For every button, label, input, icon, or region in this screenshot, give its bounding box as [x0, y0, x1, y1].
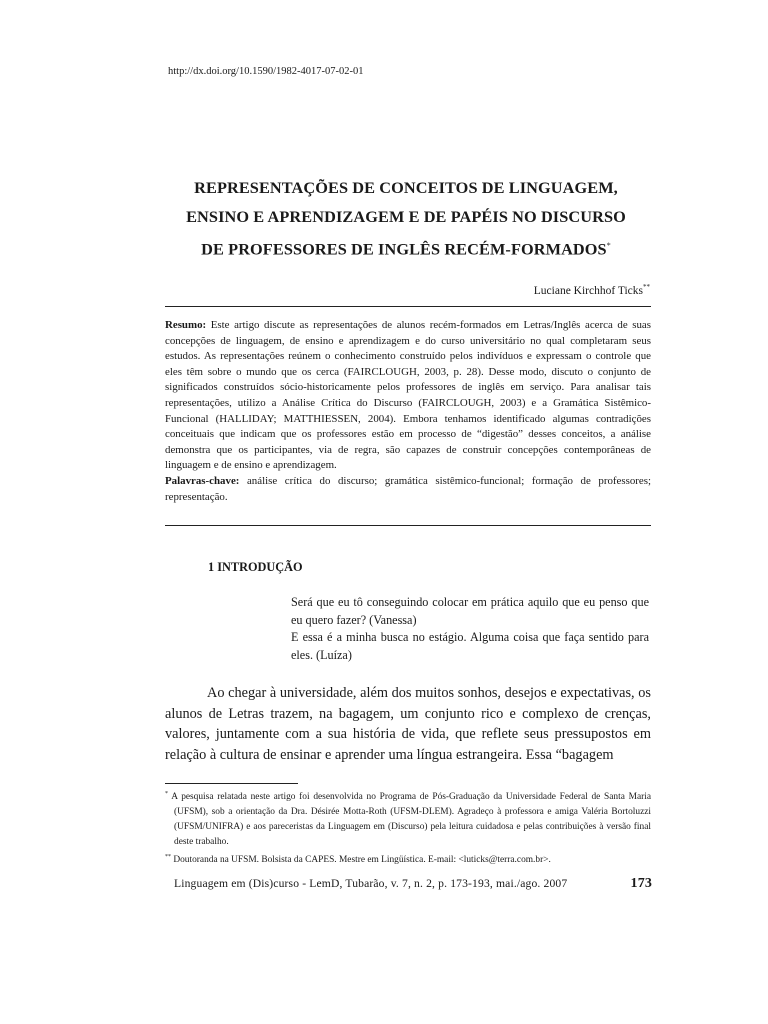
- abstract-text: Este artigo discute as representações de alunos recém-formados em Letras/Inglês acerca de suas concepções de linguagem, de ensino e aprendizagem e do curso universitário no qual completaram seus estudos. As representações reúnem o conhecimento construído pelos indivíduos e expressam o controle que eles têm sobre o mundo que os cerca (FAIRCLOUGH, 2003, p. 28). Desse modo, discuto o conjunto de significados construídos sócio-historicamente pelos professores de inglês em serviço. Para analisar tais representações, utilizo a Análise Crítica do Discurso (FAIRCLOUGH, 2003) e a Gramática Sistêmico-Funcional (HALLIDAY; MATTHIESSEN, 2004). Embora tenhamos identificado algumas contradições conceituais que indicam que os professores estão em processo de “digestão” desses conceitos, a análise demonstra que os participantes, via de regra, são capazes de construir concepções contemporâneas de linguagem e de ensino e aprendizagem.: [165, 319, 651, 472]
- title-line-2: ENSINO E APRENDIZAGEM E DE PAPÉIS NO DISCURSO: [186, 207, 626, 226]
- epigraph: [291, 594, 649, 665]
- keywords-label: Palavras-chave:: [165, 474, 240, 487]
- footnote-1-marker: *: [165, 791, 168, 797]
- footnote-rule: [165, 783, 298, 784]
- author-name-text: Luciane Kirchhof Ticks: [533, 284, 643, 297]
- author-footnote-marker: **: [643, 283, 650, 291]
- section-heading: 1 INTRODUÇÃO: [208, 560, 303, 574]
- title-footnote-marker: *: [606, 241, 611, 250]
- doi-link[interactable]: http://dx.doi.org/10.1590/1982-4017-07-02-01: [168, 66, 364, 77]
- abstract-label: Resumo:: [165, 319, 207, 331]
- article-title: [160, 173, 652, 263]
- abstract-top-rule: [165, 306, 651, 307]
- page-footer: [174, 876, 652, 892]
- abstract: [165, 318, 651, 505]
- journal-citation: Linguagem em (Dis)curso - LemD, Tubarão, v. 7, n. 2, p. 173-193, mai./ago. 2007: [174, 877, 568, 890]
- body-paragraph: Ao chegar à universidade, além dos muitos sonhos, desejos e expectativas, os alunos de Letras trazem, na bagagem, um conjunto rico e complexo de crenças, valores, juntamente com a sua história de vida, que reflete seus pressupostos em relação à cultura de ensinar e aprender uma língua estrangeira. Essa “bagagem: [165, 685, 651, 763]
- footnote-2: [165, 850, 651, 868]
- title-line-1: REPRESENTAÇÕES DE CONCEITOS DE LINGUAGEM,: [194, 178, 618, 197]
- author-name: [534, 283, 650, 297]
- keywords-text: análise crítica do discurso; gramática sistêmico-funcional; formação de professores; representação.: [165, 474, 651, 503]
- footnote-1-text: A pesquisa relatada neste artigo foi desenvolvida no Programa de Pós-Graduação da Universidade Federal de Santa Maria (UFSM), sob a orientação da Dra. Désirée Motta-Roth (UFSM-DLEM). Agradeço à professora e amiga Valéria Bortoluzzi (UFSM/UNIFRA) e aos pareceristas da Linguagem em (Discurso) pela leitura cuidadosa e pelas contribuições à versão final deste trabalho.: [168, 792, 651, 848]
- footnote-2-marker: **: [165, 854, 171, 861]
- footnote-2-text: Doutoranda na UFSM. Bolsista da CAPES. Mestre em Lingüística. E-mail: <luticks@terra.com.br>.: [171, 855, 551, 866]
- page-number: 173: [630, 876, 652, 891]
- title-line-3: DE PROFESSORES DE INGLÊS RECÉM-FORMADOS: [201, 239, 607, 259]
- footnotes: [165, 787, 651, 868]
- abstract-bottom-rule: [165, 525, 651, 526]
- epigraph-quote-2: E essa é a minha busca no estágio. Alguma coisa que faça sentido para eles. (Luíza): [291, 630, 649, 663]
- footnote-1: [165, 787, 651, 850]
- epigraph-quote-1: Será que eu tô conseguindo colocar em prática aquilo que eu penso que eu quero fazer? (Vanessa): [291, 595, 649, 627]
